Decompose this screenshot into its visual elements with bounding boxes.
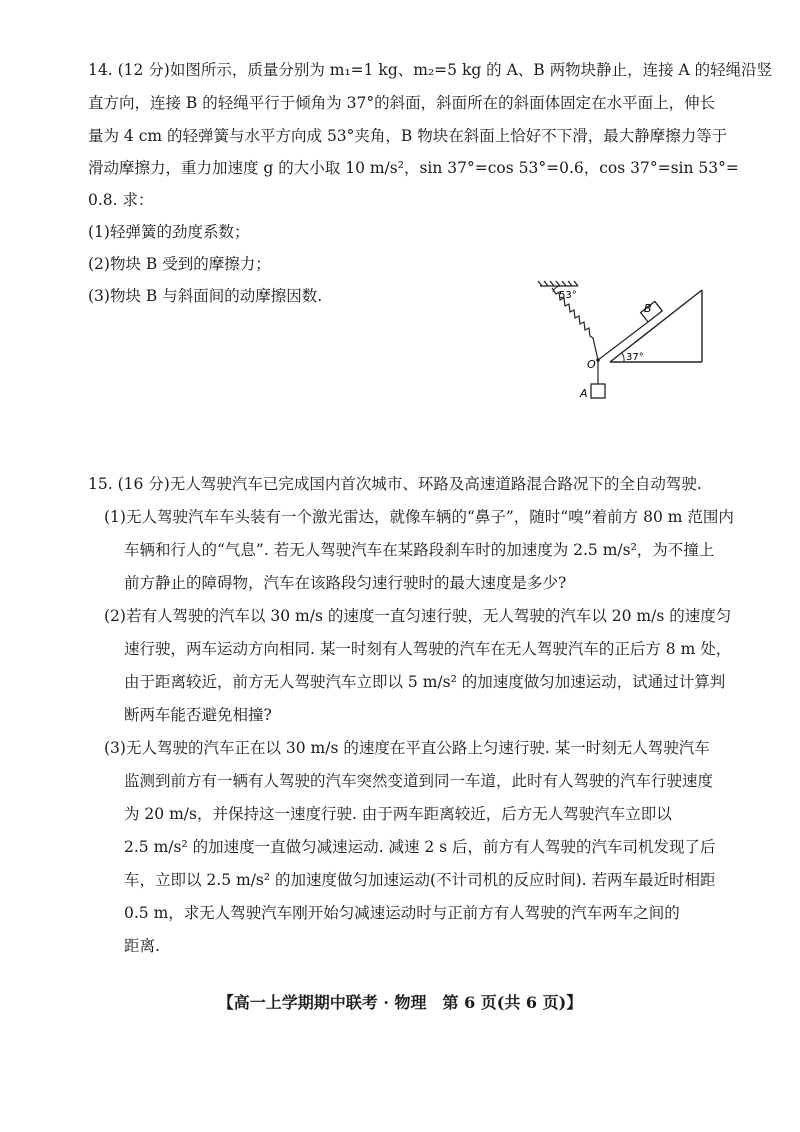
q15-p3-line-7: 距离.: [124, 937, 160, 955]
q14-line-2: 直方向，连接 B 的轻绳平行于倾角为 37°的斜面，斜面所在的斜面体固定在水平面上，伸长: [88, 94, 716, 112]
page-footer: 【高一上学期期中联考 · 物理 第 6 页(共 6 页)】: [217, 993, 583, 1012]
label-O: O: [587, 358, 596, 371]
angle-37-label: 37°: [626, 352, 644, 363]
q15-p1-line-3: 前方静止的障碍物，汽车在该路段匀速行驶时的最大速度是多少?: [124, 574, 567, 592]
spring-incline-diagram: [530, 280, 720, 410]
q15-p3-line-1: (3)无人驾驶的汽车正在以 30 m/s 的速度在平直公路上匀速行驶. 某一时刻无人驾驶汽车: [104, 739, 710, 757]
label-B: B: [644, 302, 652, 315]
q15-p3-line-5: 车，立即以 2.5 m/s² 的加速度做匀加速运动(不计司机的反应时间). 若两车最近时相距: [124, 871, 716, 889]
q14-sub-2: (2)物块 B 受到的摩擦力；: [88, 255, 271, 273]
q15-p2-line-3: 由于距离较近，前方无人驾驶汽车立即以 5 m/s² 的加速度做匀加速运动，试通过计算判: [124, 673, 726, 691]
q15-p2-line-2: 速行驶，两车运动方向相同. 某一时刻有人驾驶的汽车在无人驾驶汽车的正后方 8 m 处，: [124, 640, 732, 658]
label-A: A: [580, 387, 588, 400]
q15-p3-line-6: 0.5 m，求无人驾驶汽车刚开始匀减速运动时与正前方有人驾驶的汽车两车之间的: [124, 904, 680, 922]
block-A: [591, 384, 605, 398]
q14-line-3: 量为 4 cm 的轻弹簧与水平方向成 53°夹角，B 物块在斜面上恰好不下滑，最大静摩擦力等于: [88, 127, 728, 145]
q15-intro: 15. (16 分)无人驾驶汽车已完成国内首次城市、环路及高速道路混合路况下的全自动驾驶.: [88, 475, 702, 493]
q15-p1-line-1: (1)无人驾驶汽车车头装有一个激光雷达，就像车辆的“鼻子”，随时“嗅”着前方 80 m 范围内: [104, 508, 734, 526]
incline: [610, 290, 702, 362]
ceiling-support: [538, 281, 578, 286]
q14-line-1: 14. (12 分)如图所示，质量分别为 m₁=1 kg、m₂=5 kg 的 A、B 两物块静止，连接 A 的轻绳沿竖: [88, 61, 773, 79]
q15-p2-line-4: 断两车能否避免相撞?: [124, 706, 272, 724]
q15-p3-line-4: 2.5 m/s² 的加速度一直做匀减速运动. 减速 2 s 后，前方有人驾驶的汽车司机发现了后: [124, 838, 716, 856]
q14-line-4: 滑动摩擦力，重力加速度 g 的大小取 10 m/s²，sin 37°=cos 53°=0.6，cos 37°=sin 53°=: [88, 159, 739, 177]
q15-p1-line-2: 车辆和行人的“气息”. 若无人驾驶汽车在某路段刹车时的加速度为 2.5 m/s²，为不撞上: [124, 541, 715, 559]
q15-p3-line-2: 监测到前方有一辆有人驾驶的汽车突然变道到同一车道，此时有人驾驶的汽车行驶速度: [124, 772, 714, 790]
q14-sub-3: (3)物块 B 与斜面间的动摩擦因数.: [88, 287, 323, 305]
q15-p3-line-3: 为 20 m/s，并保持这一速度行驶. 由于两车距离较近，后方无人驾驶汽车立即以: [124, 805, 672, 823]
incline-angle-arc: [622, 353, 624, 362]
q14-sub-1: (1)轻弹簧的劲度系数；: [88, 223, 250, 241]
q15-p2-line-1: (2)若有人驾驶的汽车以 30 m/s 的速度一直匀速行驶，无人驾驶的汽车以 20 m/s 的速度匀: [104, 607, 732, 625]
q14-line-5: 0.8. 求：: [88, 191, 154, 209]
angle-53-label: 53°: [559, 290, 577, 301]
